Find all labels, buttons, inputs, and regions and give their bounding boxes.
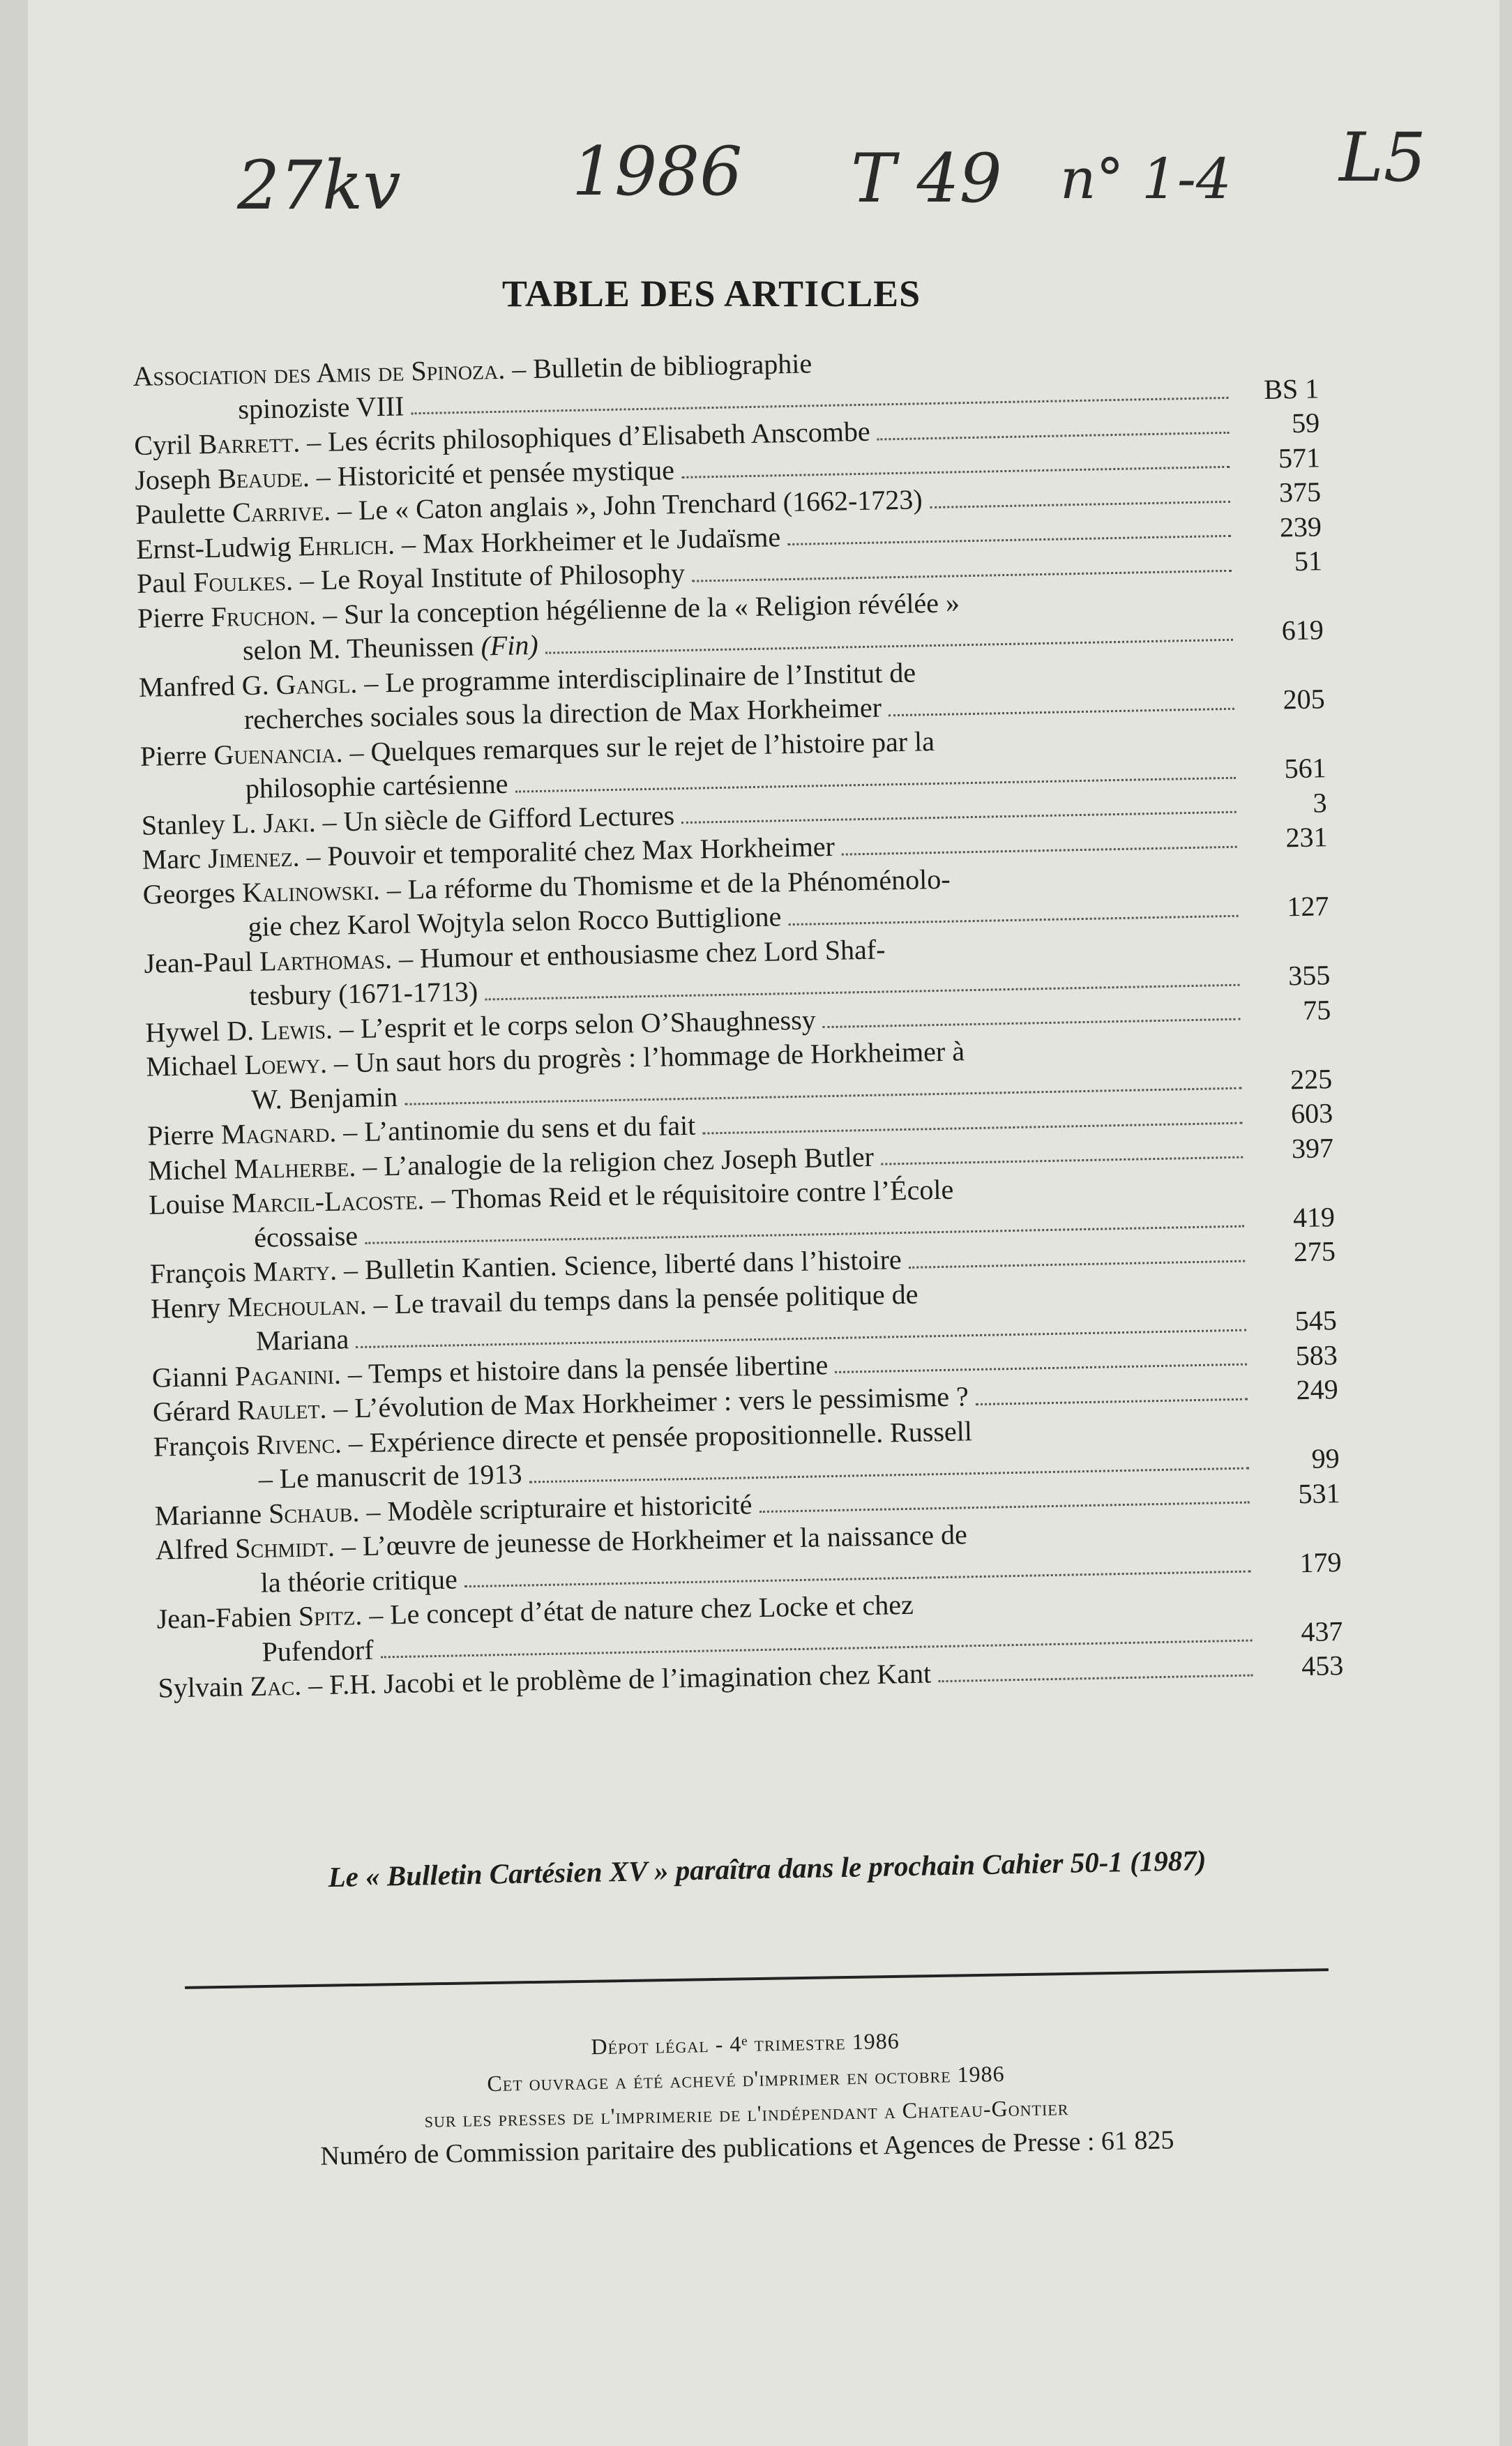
dot-leader [702,1122,1242,1134]
legal-line-4: Numéro de Commission paritaire des publications et Agences de Presse : 61 825 [320,2125,1174,2171]
article-title: L’esprit et le corps selon O’Shaughnessy [360,1003,817,1044]
author: Pierre Fruchon [137,598,310,634]
article-title: Quelques remarques sur le rejet de l’histoire par la [370,725,935,768]
dot-leader [788,914,1238,925]
author-surname: Fruchon [211,598,310,633]
page-number: 3 [1313,786,1327,819]
bulletin-notice: Le « Bulletin Cartésien XV » paraîtra dans le prochain Cahier 50-1 (1987) [328,1843,1207,1894]
author-surname: Foulkes [192,564,287,598]
article-title-continued: selon M. Theunissen [242,630,474,667]
page-number: 397 [1291,1131,1334,1164]
dot-leader [889,707,1234,716]
toc-label: Jean-Fabien Spitz. – Le concept d’état de nature chez Locke et chez [156,1588,914,1635]
article-title: L’évolution de Max Horkheimer : vers le pessimisme ? [354,1380,969,1424]
article-title: Les écrits philosophiques d’Elisabeth Anscombe [327,415,871,458]
author-surname: Rivenc [256,1427,335,1460]
toc-label: Stanley L. Jaki. – Un siècle de Gifford Lectures [141,799,675,841]
toc-label: Alfred Schmidt. – L’œuvre de jeunesse de Horkheimer et la naissance de [155,1518,968,1566]
author-surname: Jimenez [207,840,293,875]
toc-label: Manfred G. Gangl. – Le programme interdisciplinaire de l’Institut de [138,656,916,703]
toc-label: Association des Amis de Spinoza. – Bulletin de bibliographie [133,347,812,392]
toc-label: Hywel D. Lewis. – L’esprit et le corps selon O’Shaughnessy [145,1003,817,1048]
article-title-continued: spinoziste VIII [237,390,405,425]
author: Michael Loewy [146,1048,321,1082]
article-title: Thomas Reid et le réquisitoire contre l’École [451,1173,954,1215]
article-title: Le concept d’état de nature chez Locke et chez [389,1588,914,1631]
article-title: Humour et enthousiasme chez Lord Shaf- [419,933,886,974]
divider [185,1968,1329,1989]
article-title: Max Horkheimer et le Judaïsme [422,520,781,559]
author: Henry Mechoulan [150,1288,361,1324]
author-surname: Paganini [234,1358,335,1391]
legal-line-1: Dépot légal - 4ᵉ trimestre 1986 [591,2028,900,2060]
article-title-continued: recherches sociales sous la direction de Max Horkheimer [243,691,882,736]
toc-label: Pierre Magnard. – L’antinomie du sens et du fait [146,1109,696,1152]
toc-label: Paul Foulkes. – Le Royal Institute of Philosophy [136,557,686,599]
page-number: 561 [1284,752,1326,785]
author-surname: Jaki [262,806,309,839]
toc-label: Cyril Barrett. – Les écrits philosophiques d’Elisabeth Anscombe [133,415,871,461]
article-title: Historicité et pensée mystique [337,453,675,492]
author-surname: Marty [252,1254,331,1288]
author-surname: Barrett [198,426,294,460]
toc-label: Gianni Paganini. – Temps et histoire dans la pensée libertine [151,1348,829,1394]
page-number: 51 [1294,545,1323,577]
author: Gianni Paganini [151,1358,335,1394]
article-title-continued: tesbury (1671-1713) [249,975,478,1011]
author: Hywel D. Lewis [145,1013,326,1048]
article-title-continued: – Le manuscrit de 1913 [258,1458,522,1495]
article-title: Bulletin Kantien. Science, liberté dans l’histoire [364,1244,902,1285]
author [133,354,499,392]
page-number: 249 [1296,1373,1339,1406]
toc-label: Ernst-Ludwig Ehrlich. – Max Horkheimer et le Judaïsme [135,520,781,565]
author: Stanley L. Jaki [141,806,309,841]
toc-label: Pierre Guenancia. – Quelques remarques sur le rejet de l’histoire par la [139,725,935,772]
author-surname: Raulet [236,1393,320,1426]
author-surname: Kalinowski [241,874,374,908]
page-number: 531 [1298,1477,1340,1509]
article-title: Pouvoir et temporalité chez Max Horkheimer [327,830,836,872]
article-title: Le programme interdisciplinaire de l’Institut de [384,656,916,698]
page-number: 545 [1294,1304,1338,1337]
article-title: Modèle scripturaire et historicité [386,1488,753,1527]
page-number: 437 [1300,1615,1343,1647]
article-title: Sur la conception hégélienne de la « Religion révélée » [343,586,960,630]
author: Michel Malherbe [147,1150,349,1186]
article-title: Un siècle de Gifford Lectures [343,799,675,837]
author: Jean-Paul Larthomas [144,942,386,979]
author-surname: Schaub [268,1495,353,1530]
author-surname: Beaude [217,460,303,495]
article-title: Expérience directe et pensée propositionnelle. Russell [369,1414,973,1458]
table-of-articles [133,336,1344,1705]
author-surname: Ehrlich [297,528,388,561]
page-number: 205 [1283,683,1326,716]
page-number: 179 [1299,1546,1342,1578]
handwritten-volume: T 49 [851,139,1002,218]
dot-leader [692,569,1232,582]
author: Manfred G. Gangl [138,667,351,703]
article-title-continued: W. Benjamin [250,1080,398,1115]
dot-leader [909,1260,1245,1268]
page-number: 375 [1278,476,1322,508]
article-title: L’antinomie du sens et du fait [363,1109,696,1147]
author: Gérard Raulet [152,1393,320,1428]
dot-leader [787,535,1231,545]
dot-leader [938,1674,1253,1682]
toc-label: Pierre Fruchon. – Sur la conception hégélienne de la « Religion révélée » [137,586,960,634]
page-title: TABLE DES ARTICLES [501,273,921,315]
page-number: 239 [1279,510,1322,543]
author-surname: Carrive [232,495,324,529]
author-surname: Larthomas [259,942,386,977]
author-surname: Schmidt [234,1530,328,1564]
article-title: Bulletin de bibliographie [532,347,812,384]
page-number: 127 [1286,890,1329,923]
author: Pierre Guenancia [139,737,336,772]
article-title: La réforme du Thomisme et de la Phénoménolo- [407,863,951,905]
dot-leader [877,431,1230,440]
dot-leader [842,845,1237,855]
author: Paul Foulkes [136,564,287,599]
author-surname: Mechoulan [227,1288,361,1323]
toc-label: Gérard Raulet. – L’évolution de Max Horkheimer : vers le pessimisme ? [152,1380,969,1428]
toc-label: Michel Malherbe. – L’analogie de la religion chez Joseph Butler [147,1140,875,1186]
handwritten-year: 1986 [572,133,743,211]
page-number: BS 1 [1263,372,1320,405]
author: Ernst-Ludwig Ehrlich [135,528,388,565]
toc-label: François Marty. – Bulletin Kantien. Science, liberté dans l’histoire [149,1244,902,1290]
author-surname: Guenancia [213,737,336,771]
author: Louise Marcil-Lacoste [148,1184,418,1221]
legal-line-3: sur les presses de l'imprimerie de l'indépendant a Chateau-Gontier [424,2094,1069,2132]
author: Sylvain Zac [158,1669,295,1704]
article-title: Le travail du temps dans la pensée politique de [394,1278,918,1320]
article-title-continued: la théorie critique [260,1562,458,1599]
toc-label: Henry Mechoulan. – Le travail du temps dans la pensée politique de [150,1278,918,1324]
author-surname: Association des Amis de Spinoza [133,353,499,392]
article-title: L’œuvre de jeunesse de Horkheimer et la naissance de [362,1518,968,1562]
author: François Rivenc [153,1427,335,1463]
author-surname: Spitz [298,1599,356,1632]
author: Marc Jimenez [142,840,293,875]
page-number: 583 [1295,1338,1338,1371]
handwritten-issue: n° 1-4 [1060,146,1232,211]
page-number: 453 [1301,1649,1344,1682]
page-number: 355 [1287,959,1331,992]
article-title: Le « Caton anglais », John Trenchard (1662-1723) [358,483,923,526]
page-number: 275 [1293,1235,1336,1268]
page-number: 231 [1285,821,1328,854]
dot-leader [930,500,1230,508]
page [28,0,1499,2446]
toc-label: Sylvain Zac. – F.H. Jacobi et le problème de l’imagination chez Kant [158,1657,932,1704]
author: Pierre Magnard [146,1116,330,1152]
toc-label: Michael Loewy. – Un saut hors du progrès : l’hommage de Horkheimer à [146,1035,965,1082]
toc-label: Georges Kalinowski. – La réforme du Thomisme et de la Phénoménolo- [142,863,951,910]
dot-leader [681,811,1237,824]
dot-leader [681,466,1230,478]
author: Paulette Carrive [135,495,324,530]
dot-leader [759,1502,1250,1513]
author-surname: Gangl [275,667,351,700]
dot-leader [976,1398,1248,1405]
author: Georges Kalinowski [142,874,374,910]
article-title: Le Royal Institute of Philosophy [320,557,686,596]
article-title: F.H. Jacobi et le problème de l’imagination chez Kant [328,1657,932,1700]
author-surname: Loewy [244,1048,321,1081]
legal-notice [152,2015,1340,2177]
article-title-continued: écossaise [253,1219,358,1253]
author: Jean-Fabien Spitz [156,1599,356,1635]
page-number: 603 [1290,1097,1333,1130]
author: Marianne Schaub [154,1495,353,1532]
page-number: 99 [1311,1442,1340,1474]
dot-leader [823,1018,1241,1028]
dot-leader [881,1156,1243,1165]
author-surname: Magnard [220,1116,330,1150]
toc-label: Paulette Carrive. – Le « Caton anglais », John Trenchard (1662-1723) [135,483,923,530]
toc-label: Marianne Schaub. – Modèle scripturaire et historicité [154,1488,753,1532]
toc-label: Marc Jimenez. – Pouvoir et temporalité chez Max Horkheimer [142,830,836,875]
page-number: 619 [1281,614,1324,647]
handwritten-note: 27kv [237,146,401,225]
author: Joseph Beaude [134,460,303,496]
page-number: 225 [1290,1062,1333,1095]
article-title-continued: Pufendorf [262,1633,374,1668]
dot-leader [835,1364,1247,1373]
article-title-continued: philosophie cartésienne [245,767,508,805]
toc-label: Louise Marcil-Lacoste. – Thomas Reid et le réquisitoire contre l’École [148,1173,954,1221]
toc-label: François Rivenc. – Expérience directe et pensée propositionnelle. Russell [153,1414,973,1463]
page-number: 59 [1291,407,1320,439]
article-title: L’analogie de la religion chez Joseph Butler [383,1140,875,1182]
article-title: Temps et histoire dans la pensée libertine [368,1348,829,1389]
author-surname: Marcil-Lacoste [231,1184,418,1219]
article-title-continued: gie chez Karol Wojtyla selon Rocco Buttiglione [248,900,782,942]
author: Cyril Barrett [133,426,294,461]
author: Alfred Schmidt [155,1530,328,1566]
page-number: 419 [1292,1200,1336,1233]
page-number: 571 [1278,441,1321,474]
article-title: Un saut hors du progrès : l’hommage de Horkheimer à [354,1035,965,1079]
author-surname: Zac [250,1669,295,1703]
legal-line-2: Cet ouvrage a été achevé d'imprimer en octobre 1986 [487,2060,1005,2097]
author-surname: Lewis [260,1013,326,1046]
author: François Marty [149,1254,331,1290]
handwritten-code: L5 [1339,119,1426,197]
handwritten-annotation [237,119,1465,244]
article-title-continued: Mariana [255,1323,349,1357]
article-title-italic: (Fin) [481,628,539,662]
toc-label: Joseph Beaude. – Historicité et pensée mystique [134,453,675,496]
page-number: 75 [1302,993,1331,1026]
author-surname: Malherbe [234,1150,349,1184]
toc-label: Jean-Paul Larthomas. – Humour et enthousiasme chez Lord Shaf- [144,933,886,979]
